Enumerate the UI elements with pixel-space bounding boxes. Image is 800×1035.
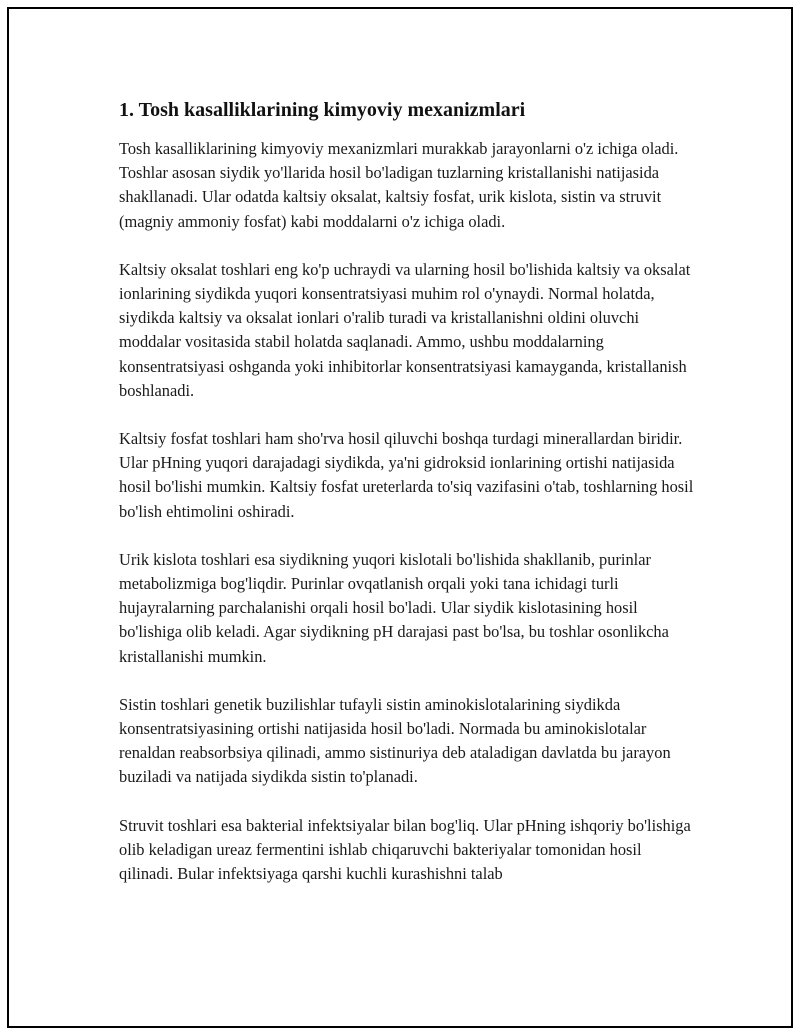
paragraph-calcium-oxalate: Kaltsiy oksalat toshlari eng ko'p uchraydi va ularning hosil bo'lishida kaltsiy va oksalat ionlarining siydikda yuqori konsentratsiyasi muhim rol o'ynaydi. Normal holatda, siydikda kaltsiy va oksalat ionlari o'ralib turadi va kristallanishni oldini oluvchi moddalar vositasida stabil holatda saqlanadi. Ammo, ushbu moddalarning konsentratsiyasi oshganda yoki inhibitorlar konsentratsiyasi kamayganda, kristallanish boshlanadi. (119, 259, 691, 400)
paragraph-mechanisms-intro: Tosh kasalliklarining kimyoviy mexanizmlari murakkab jarayonlarni o'z ichiga oladi. Toshlar asosan siydik yo'llarida hosil bo'ladigan tuzlarning kristallanishi natijasida shakllanadi. Ular odatda kaltsiy oksalat, kaltsiy fosfat, urik kislota, sistin va struvit (magniy ammoniy fosfat) kabi moddalarni o'z ichiga oladi. (119, 139, 679, 231)
paragraph-uric-acid: Urik kislota toshlari esa siydikning yuqori kislotali bo'lishida shakllanib, purinlar metabolizmiga bog'liqdir. Purinlar ovqatlanish orqali yoki tana ichidagi turli hujayralarning parchalanishi orqali hosil bo'ladi. Ular siydik kislotasining hosil bo'lishiga olib keladi. Agar siydikning pH darajasi past bo'lsa, bu toshlar osonlikcha kristallanishi mumkin. (119, 549, 669, 666)
page-frame (7, 7, 793, 1028)
document-body (119, 97, 699, 910)
section-heading: 1. Tosh kasalliklarining kimyoviy mexanizmlari (119, 99, 526, 121)
paragraph-calcium-phosphate: Kaltsiy fosfat toshlari ham sho'rva hosil qiluvchi boshqa turdagi minerallardan biridir. Ular pHning yuqori darajadagi siydikda, ya'ni gidroksid ionlarining ortishi natijasida hosil bo'lishi mumkin. Kaltsiy fosfat ureterlarda to'siq vazifasini o'tab, toshlarning hosil bo'lish ehtimolini oshiradi. (119, 429, 694, 521)
paragraph-cystine: Sistin toshlari genetik buzilishlar tufayli sistin aminokislotalarining siydikda konsentratsiyasining ortishi natijasida hosil bo'ladi. Normada bu aminokislotalar renaldan reabsorbsiya qilinadi, ammo sistinuriya deb ataladigan davlatda bu jarayon buziladi va natijada siydikda sistin to'planadi. (119, 694, 671, 787)
paragraph-struvite: Struvit toshlari esa bakterial infektsiyalar bilan bog'liq. Ular pHning ishqoriy bo'lishiga olib keladigan ureaz fermentini ishlab chiqaruvchi bakteriyalar tomonidan hosil qilinadi. Bular infektsiyaga qarshi kuchli kurashishni talab (119, 815, 691, 884)
